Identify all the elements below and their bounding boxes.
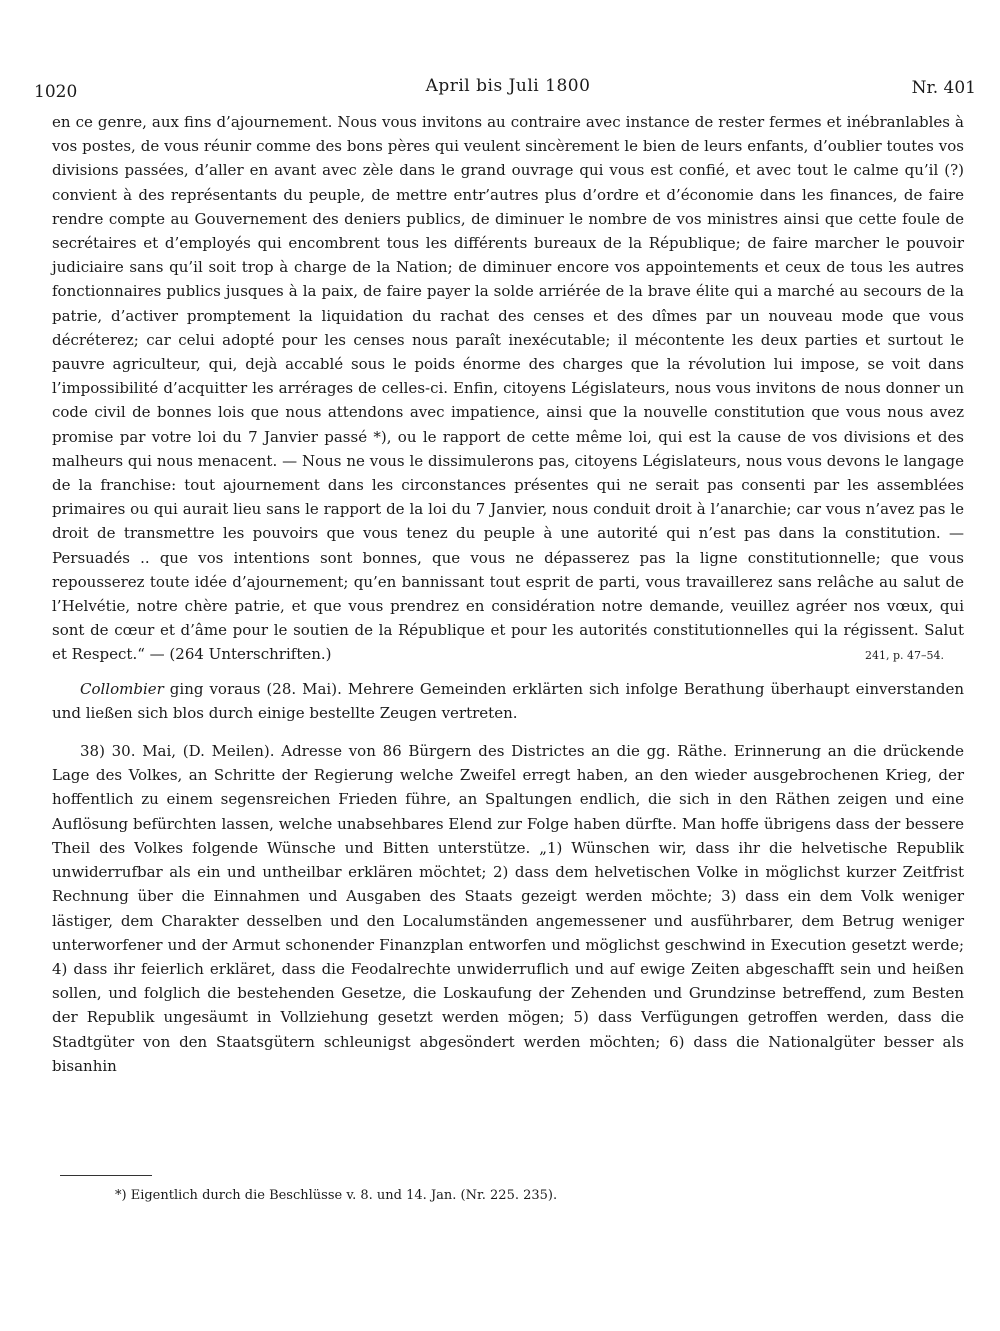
page xyxy=(34,70,976,1078)
document-number: Nr. 401 xyxy=(911,78,976,98)
page-number: 1020 xyxy=(34,82,78,102)
paragraph-meilen-address: 38) 30. Mai, (D. Meilen). Adresse von 86 Bürgern des Districtes an die gg. Räthe. Erinnerung an die drückende Lage des Volkes, an Schritte der Regierung welche Zweifel erregt haben, an den wieder ausgebrochenen Krieg, der hoffentlich zu einem segensreichen Frieden führe, an Spaltungen endlich, die sich in den Räthen zeigen und eine Auflösung befürchten lassen, welche unabsehbares Elend zur Folge haben dürfte. Man hoffe übrigens dass der bessere Theil des Volkes folgende Wünsche und Bitten unterstütze. „1) Wünschen wir, dass ihr die helvetische Republik unwiderrufbar als ein und untheilbar erklären möchtet; 2) dass dem helvetischen Volke in möglichst kurzer Zeitfrist Rechnung über die Einnahmen und Ausgaben des Staats gezeigt werden möchte; 3) dass ein dem Volk weniger lästiger, dem Charakter desselben und den Localumständen angemessener und ausführbarer, dem Betrug weniger unterworfener und der Armut schonender Finanzplan entworfen und möglichst geschwind in Execution gesetzt werde; 4) dass ihr feierlich erkläret, dass die Feodalrechte unwiderruflich und auf ewige Zeiten abgeschafft sein und heißen sollen, und folglich die bestehenden Gesetze, die Loskaufung der Zehenden und Grundzinse betreffend, zum Besten der Republik ungesäumt in Vollziehung gesetzt werden mögen; 5) dass Verfügungen getroffen werden, dass die Stadtgüter von den Staatsgütern schleunigst abgesöndert werden möchten; 6) dass die Nationalgüter besser als bisanhin xyxy=(52,742,964,1075)
footnote-divider xyxy=(60,1175,152,1176)
paragraph-collombier-text: ging voraus (28. Mai). Mehrere Gemeinden erklärten sich infolge Berathung überhaupt einverstanden und ließen sich blos durch einige bestellte Zeugen vertreten. xyxy=(52,679,964,722)
footnote: *) Eigentlich durch die Beschlüsse v. 8. und 14. Jan. (Nr. 225. 235). xyxy=(115,1188,558,1203)
running-header xyxy=(34,70,976,110)
running-title: April bis Juli 1800 xyxy=(425,76,591,96)
source-reference: 241, p. 47–54. xyxy=(864,648,944,662)
paragraph-petition-text: en ce genre, aux fins d’ajournement. Nous vous invitons au contraire avec instance de rester fermes et inébranlables à vos postes, de vous réunir comme des bons pères qui veulent sincèrement le bien de leurs enfants, d’oublier toutes vos divisions passées, d’aller en avant avec zèle dans le grand ouvrage qui vous est confié, et avec tout le calme qu’il (?) convient à des représentants du peuple, de mettre entr’autres plus d’ordre et d’économie dans les finances, de faire rendre compte au Gouvernement des deniers publics, de diminuer le nombre de vos ministres ainsi que cette foule de secrétaires et d’employés qui encombrent tous les différents bureaux de la République; de faire marcher le pouvoir judiciaire sans qu’il soit trop à charge de la Nation; de diminuer encore vos appointements et ceux de tous les autres fonctionnaires publics jusques à la paix, de faire payer la solde arriérée de la brave élite qui a marché au secours de la patrie, d’activer promptement la liquidation du rachat des censes et des dîmes par un nouveau mode que vous décréterez; car celui adopté pour les censes nous paraît inexécutable; il mécontente les deux parties et surtout le pauvre agriculteur, qui, dejà accablé sous le poids énorme des charges que la révolution lui impose, se voit dans l’impossibilité d’acquitter les arrérages de celles-ci. Enfin, citoyens Législateurs, nous vous invitons de nous donner un code civil de bonnes lois que nous attendons avec impatience, ainsi que la nouvelle constitution que vous nous avez promise par votre loi du 7 Janvier passé *), ou le rapport de cette même loi, qui est la cause de vos divisions et des malheurs qui nous menacent. — Nous ne vous le dissimulerons pas, citoyens Législateurs, nous vous devons le langage de la franchise: tout ajournement dans les circonstances présentes qui ne serait pas consenti par les assemblées primaires ou qui aurait lieu sans le rapport de la loi du 7 Janvier, nous conduit droit à l’anarchie; car vous n’avez pas le droit de transmettre les pouvoirs que vous tenez du peuple à une autorité qui n’est pas dans la constitution. — Persuadés .. que vos intentions sont bonnes, que vous ne dépasserez pas la ligne constitutionnelle; que vous repousserez toute idée d’ajournement; qu’en bannissant tout esprit de parti, vous travaillerez sans relâche au salut de l’Helvétie, notre chère patrie, et que vous prendrez en considération notre demande, veuillez agréer nos vœux, qui sont de cœur et d’âme pour le soutien de la République et pour les autorités constitutionnelles qui la régissent. Salut et Respect.“ — (264 Unterschriften.) xyxy=(52,113,964,664)
place-name: Collombier xyxy=(80,679,164,698)
paragraph-collombier xyxy=(52,677,964,725)
